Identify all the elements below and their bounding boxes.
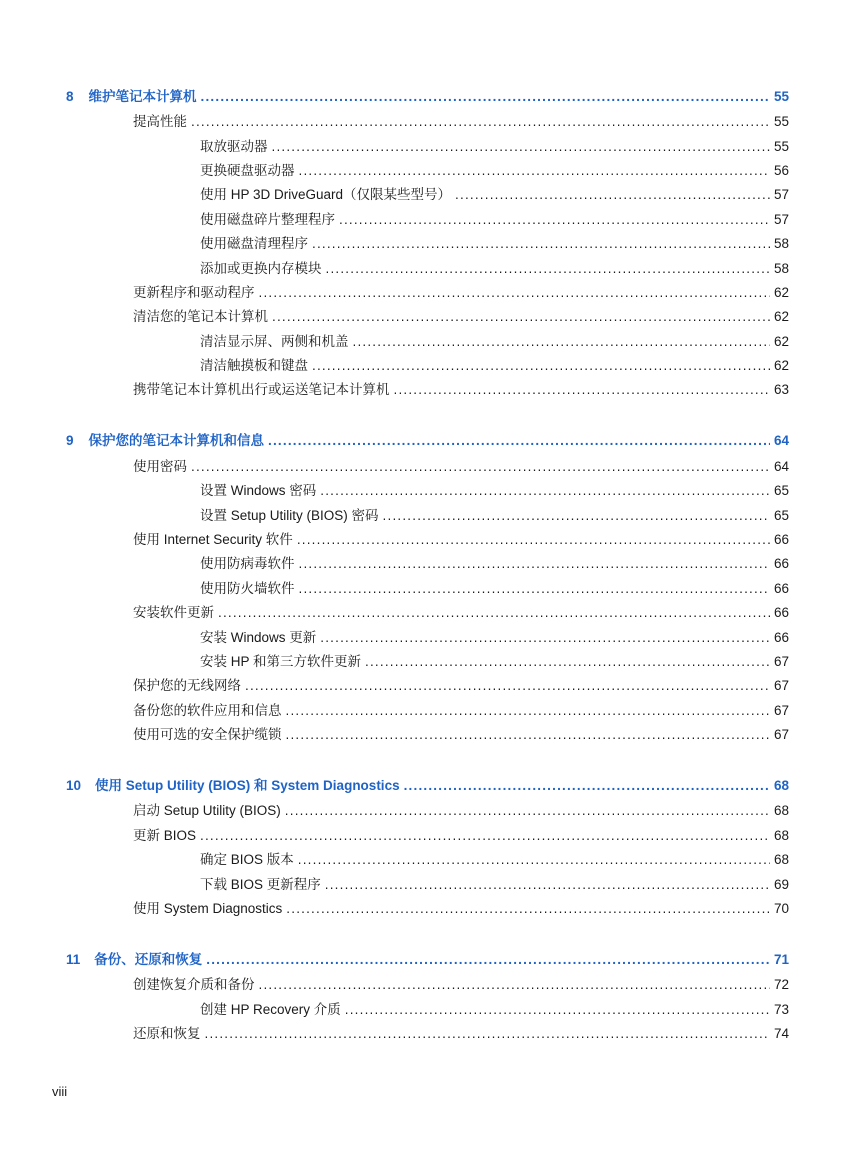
- toc-entry[interactable]: [200, 138, 789, 156]
- toc-chapter-8[interactable]: [66, 88, 789, 106]
- dot-leader: [320, 482, 770, 500]
- toc-page-number: 68: [773, 828, 789, 843]
- toc-entry-title: 更新 BIOS: [133, 828, 197, 843]
- toc-page-number: 66: [773, 581, 789, 596]
- toc-entry-title: 安装 Windows 更新: [200, 630, 317, 645]
- toc-entry-title: 设置 Windows 密码: [200, 483, 317, 498]
- toc-entry-title: 清洁您的笔记本计算机: [133, 309, 268, 324]
- toc-page-number: 67: [773, 654, 789, 669]
- toc-page-number: 67: [773, 703, 789, 718]
- toc-entry-title: 携带笔记本计算机出行或运送笔记本计算机: [133, 382, 390, 397]
- toc-entry[interactable]: [133, 702, 789, 720]
- toc-entry-title: 保护您的笔记本计算机和信息: [88, 433, 265, 448]
- toc-page-number: 62: [773, 358, 789, 373]
- dot-leader: [404, 777, 770, 795]
- toc-page-number: 62: [773, 285, 789, 300]
- toc-entry-title: 取放驱动器: [200, 139, 268, 154]
- toc-page-number: 56: [773, 163, 789, 178]
- dot-leader: [218, 604, 770, 622]
- toc-chapter-11[interactable]: [66, 951, 789, 969]
- toc-page-number: 62: [773, 309, 789, 324]
- toc-page-number: 67: [773, 727, 789, 742]
- toc-entry[interactable]: [133, 284, 789, 302]
- toc-chapter-9[interactable]: [66, 432, 789, 450]
- toc-page-number: 64: [773, 433, 789, 448]
- toc-entry[interactable]: [200, 482, 789, 500]
- toc-entry-title: 使用 Internet Security 软件: [133, 532, 293, 547]
- toc-page-number: 55: [773, 139, 789, 154]
- toc-page-number: 63: [773, 382, 789, 397]
- toc-page-number: 69: [773, 877, 789, 892]
- toc-entry[interactable]: [200, 162, 789, 180]
- dot-leader: [299, 580, 770, 598]
- toc-page-number: 55: [773, 114, 789, 129]
- toc-entry[interactable]: [200, 1001, 789, 1019]
- dot-leader: [191, 113, 770, 131]
- toc-entry[interactable]: [133, 726, 789, 744]
- toc-entry[interactable]: [133, 827, 789, 845]
- dot-leader: [298, 851, 770, 869]
- toc-entry-title: 启动 Setup Utility (BIOS): [133, 803, 281, 818]
- toc-page-number: 55: [773, 89, 789, 104]
- toc-entry[interactable]: [133, 458, 789, 476]
- dot-leader: [299, 555, 770, 573]
- toc-page-number: 57: [773, 187, 789, 202]
- toc-entry-title: 使用 HP 3D DriveGuard（仅限某些型号）: [200, 187, 452, 202]
- dot-leader: [353, 333, 770, 351]
- toc-entry[interactable]: [200, 235, 789, 253]
- toc-entry-title: 确定 BIOS 版本: [200, 852, 294, 867]
- toc-entry[interactable]: [200, 876, 789, 894]
- footer-page-number: viii: [52, 1084, 68, 1099]
- chapter-number: 8: [66, 89, 74, 104]
- dot-leader: [312, 357, 770, 375]
- toc-chapter-10[interactable]: [66, 777, 789, 795]
- dot-leader: [455, 186, 770, 204]
- toc-page-number: 74: [773, 1026, 789, 1041]
- dot-leader: [320, 629, 770, 647]
- dot-leader: [286, 702, 770, 720]
- chapter-number: 11: [66, 952, 81, 967]
- toc-page-number: 72: [773, 977, 789, 992]
- dot-leader: [325, 876, 770, 894]
- dot-leader: [201, 88, 770, 106]
- dot-leader: [259, 976, 770, 994]
- toc-page-number: 68: [773, 852, 789, 867]
- toc-entry-title: 下载 BIOS 更新程序: [200, 877, 321, 892]
- dot-leader: [339, 211, 770, 229]
- dot-leader: [245, 677, 770, 695]
- toc-page-number: 71: [773, 952, 789, 967]
- dot-leader: [272, 138, 770, 156]
- toc-page-number: 73: [773, 1002, 789, 1017]
- toc-entry[interactable]: [133, 381, 789, 399]
- dot-leader: [268, 432, 770, 450]
- toc-entry[interactable]: [200, 555, 789, 573]
- toc-page-number: 68: [773, 778, 789, 793]
- toc-entry-title: 使用 System Diagnostics: [133, 901, 283, 916]
- dot-leader: [297, 531, 770, 549]
- dot-leader: [272, 308, 770, 326]
- toc-entry-title: 安装软件更新: [133, 605, 214, 620]
- dot-leader: [299, 162, 770, 180]
- toc-entry[interactable]: [200, 629, 789, 647]
- dot-leader: [326, 260, 770, 278]
- toc-page-number: 65: [773, 483, 789, 498]
- dot-leader: [312, 235, 770, 253]
- toc-entry-title: 使用防病毒软件: [200, 556, 295, 571]
- toc-entry[interactable]: [200, 357, 789, 375]
- toc-entry[interactable]: [200, 851, 789, 869]
- toc-page-number: 58: [773, 236, 789, 251]
- toc-entry-title: 设置 Setup Utility (BIOS) 密码: [200, 508, 379, 523]
- toc-entry-title: 使用防火墙软件: [200, 581, 295, 596]
- toc-entry-title: 还原和恢复: [133, 1026, 201, 1041]
- toc-entry-title: 备份您的软件应用和信息: [133, 703, 282, 718]
- dot-leader: [205, 1025, 770, 1043]
- dot-leader: [200, 827, 770, 845]
- toc-entry-title: 清洁触摸板和键盘: [200, 358, 308, 373]
- dot-leader: [285, 802, 770, 820]
- chapter-number: 10: [66, 778, 82, 793]
- toc-page-number: 70: [773, 901, 789, 916]
- toc-entry[interactable]: [200, 211, 789, 229]
- toc-entry[interactable]: [200, 507, 789, 525]
- toc-entry-title: 使用磁盘清理程序: [200, 236, 308, 251]
- toc-entry-title: 更新程序和驱动程序: [133, 285, 255, 300]
- toc-entry-title: 创建 HP Recovery 介质: [200, 1002, 341, 1017]
- toc-page-number: 66: [773, 532, 789, 547]
- toc-entry-title: 使用 Setup Utility (BIOS) 和 System Diagnostics: [95, 778, 400, 793]
- chapter-number: 9: [66, 433, 74, 448]
- toc-entry[interactable]: [133, 113, 789, 131]
- toc-entry-title: 安装 HP 和第三方软件更新: [200, 654, 362, 669]
- toc-page-number: 68: [773, 803, 789, 818]
- toc-entry[interactable]: [133, 531, 789, 549]
- toc-entry-title: 创建恢复介质和备份: [133, 977, 255, 992]
- toc-entry[interactable]: [133, 308, 789, 326]
- toc-entry-title: 备份、还原和恢复: [94, 952, 203, 967]
- dot-leader: [345, 1001, 770, 1019]
- toc-entry-title: 使用密码: [133, 459, 187, 474]
- toc-page-number: 66: [773, 605, 789, 620]
- dot-leader: [259, 284, 770, 302]
- toc-entry[interactable]: [200, 186, 789, 204]
- toc-entry-title: 提高性能: [133, 114, 187, 129]
- toc-entry[interactable]: [200, 260, 789, 278]
- dot-leader: [365, 653, 770, 671]
- dot-leader: [286, 726, 770, 744]
- toc-page-number: 66: [773, 630, 789, 645]
- toc-entry[interactable]: [133, 1025, 789, 1043]
- toc-entry[interactable]: [200, 653, 789, 671]
- toc-entry[interactable]: [133, 976, 789, 994]
- toc-entry[interactable]: [200, 580, 789, 598]
- toc-entry-title: 保护您的无线网络: [133, 678, 241, 693]
- toc-entry[interactable]: [133, 604, 789, 622]
- toc-entry-title: 维护笔记本计算机: [88, 89, 197, 104]
- toc-entry[interactable]: [200, 333, 789, 351]
- dot-leader: [206, 951, 770, 969]
- toc-page-number: 66: [773, 556, 789, 571]
- toc-entry-title: 使用可选的安全保护缆锁: [133, 727, 282, 742]
- toc-entry-title: 清洁显示屏、两侧和机盖: [200, 334, 349, 349]
- dot-leader: [383, 507, 770, 525]
- toc-page-number: 67: [773, 678, 789, 693]
- toc-entry-title: 更换硬盘驱动器: [200, 163, 295, 178]
- dot-leader: [191, 458, 770, 476]
- toc-page-number: 65: [773, 508, 789, 523]
- toc-entry[interactable]: [133, 677, 789, 695]
- toc-entry[interactable]: [133, 900, 789, 918]
- dot-leader: [286, 900, 770, 918]
- toc-page-number: 58: [773, 261, 789, 276]
- toc-entry-title: 添加或更换内存模块: [200, 261, 322, 276]
- toc-page-number: 57: [773, 212, 789, 227]
- toc-page-number: 64: [773, 459, 789, 474]
- dot-leader: [394, 381, 770, 399]
- toc-page-number: 62: [773, 334, 789, 349]
- toc-entry-title: 使用磁盘碎片整理程序: [200, 212, 335, 227]
- toc-entry[interactable]: [133, 802, 789, 820]
